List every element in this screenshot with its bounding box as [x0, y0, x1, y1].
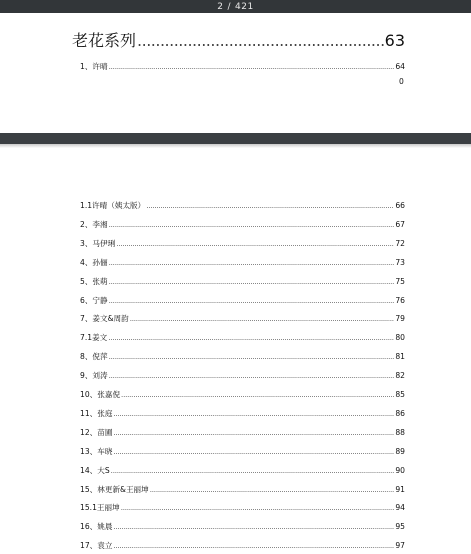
toc-dot-leader [113, 448, 394, 456]
toc-entry-label: 3、马伊琍 [80, 238, 116, 248]
toc-entry-page: 88 [395, 427, 405, 437]
toc-dot-leader [130, 315, 395, 323]
toc-dot-leader [109, 297, 395, 305]
toc-entry-label: 10、张嘉倪 [80, 390, 121, 399]
toc-entry-page: 81 [395, 352, 405, 362]
toc-entry-page: 72 [395, 238, 405, 248]
toc-entry-page: 94 [395, 503, 405, 513]
toc-heading-page: 63 [384, 31, 405, 50]
toc-entry-label: 8、倪萍 [80, 352, 108, 362]
toc-entry-page: 82 [395, 371, 405, 381]
toc-entry-label: 7.1姜文 [80, 333, 108, 343]
toc-entry[interactable] [80, 540, 405, 551]
toc-entry-label: 12、苗圃 [80, 427, 113, 437]
toc-entry-page: 80 [395, 333, 405, 343]
total-page-count: 421 [235, 1, 254, 12]
toc-dot-leader [113, 410, 394, 418]
page-indicator [217, 2, 253, 12]
toc-entry-page: 86 [395, 408, 405, 418]
toc-dot-leader [109, 63, 395, 71]
toc-entry[interactable] [80, 389, 405, 400]
page-separator: / [227, 1, 232, 12]
toc-entry-page: 76 [395, 295, 405, 305]
toc-entry-label: 1、许晴 [80, 62, 108, 71]
toc-entry[interactable] [80, 257, 405, 268]
toc-entry-label: 17、袁立 [80, 541, 113, 551]
toc-entry-page: 97 [395, 541, 405, 551]
toc-entry[interactable] [80, 313, 405, 324]
pdf-viewer-toolbar [0, 0, 471, 13]
toc-dot-leader [121, 391, 394, 399]
toc-entry[interactable] [80, 465, 405, 476]
toc-entry[interactable] [80, 238, 405, 249]
toc-entry-page: 75 [395, 276, 405, 286]
toc-dot-leader [116, 240, 394, 248]
toc-entry-label: 2、李湘 [80, 219, 108, 229]
toc-entry-label: 4、孙俪 [80, 257, 108, 267]
toc-dot-leader [113, 523, 394, 531]
toc-section-heading[interactable] [72, 28, 405, 51]
toc-entry-page: 64 [395, 62, 405, 71]
toc-entry-page: 90 [395, 465, 405, 475]
toc-dot-leader [137, 31, 384, 50]
toc-entry[interactable] [80, 276, 405, 287]
toc-entry-page: 95 [395, 522, 405, 532]
toc-entry-page: 73 [395, 257, 405, 267]
toc-entry-label: 1.1许晴（姨太版） [80, 201, 146, 210]
toc-entry[interactable] [80, 351, 405, 362]
toc-entry-page: 91 [395, 484, 405, 494]
toc-entry-label: 11、张庭 [80, 408, 113, 418]
toc-entry[interactable] [80, 521, 405, 532]
toc-entry-label: 15.1王丽坤 [80, 503, 120, 513]
toc-entry-label: 6、宁静 [80, 295, 108, 305]
toc-entry-page: 89 [395, 446, 405, 456]
toc-dot-leader [111, 467, 395, 475]
toc-entry-page: 66 [395, 201, 405, 210]
toc-entry-page: 67 [395, 219, 405, 229]
current-page-number[interactable]: 2 [217, 1, 224, 12]
toc-dot-leader [109, 259, 395, 267]
toc-entry-label: 9、刘涛 [80, 371, 108, 381]
toc-entry[interactable] [80, 200, 405, 211]
toc-dot-leader [109, 353, 395, 361]
toc-entry[interactable] [80, 219, 405, 230]
toc-entry-page: 85 [395, 390, 405, 399]
stray-text: 0 [399, 77, 404, 86]
toc-entry[interactable] [80, 484, 405, 495]
toc-entry-label: 5、张萌 [80, 276, 108, 286]
toc-dot-leader [113, 542, 394, 550]
toc-dot-leader [146, 202, 394, 210]
toc-entry[interactable] [80, 446, 405, 457]
toc-entry-label: 16、姚晨 [80, 522, 113, 532]
toc-dot-leader [150, 486, 395, 494]
toc-entry[interactable] [80, 502, 405, 513]
toc-heading-label: 老花系列 [72, 31, 137, 50]
toc-entry[interactable] [80, 408, 405, 419]
toc-dot-leader [109, 372, 395, 380]
toc-entry-label: 14、大S [80, 465, 110, 475]
toc-entry[interactable] [80, 332, 405, 343]
toc-entry[interactable] [80, 427, 405, 438]
toc-entry[interactable] [80, 295, 405, 306]
toc-entry-label: 15、林更新&王丽坤 [80, 484, 149, 494]
toc-entry-label: 13、车晓 [80, 446, 113, 456]
toc-dot-leader [109, 221, 395, 229]
toc-entry-page: 79 [395, 314, 405, 324]
toc-entry[interactable] [80, 61, 405, 72]
page-separator-gap [0, 133, 471, 144]
toc-dot-leader [108, 334, 394, 342]
toc-dot-leader [121, 504, 395, 512]
toc-dot-leader [113, 429, 394, 437]
toc-dot-leader [109, 278, 395, 286]
toc-entry[interactable] [80, 370, 405, 381]
toc-entry-label: 7、姜文&周韵 [80, 314, 129, 324]
